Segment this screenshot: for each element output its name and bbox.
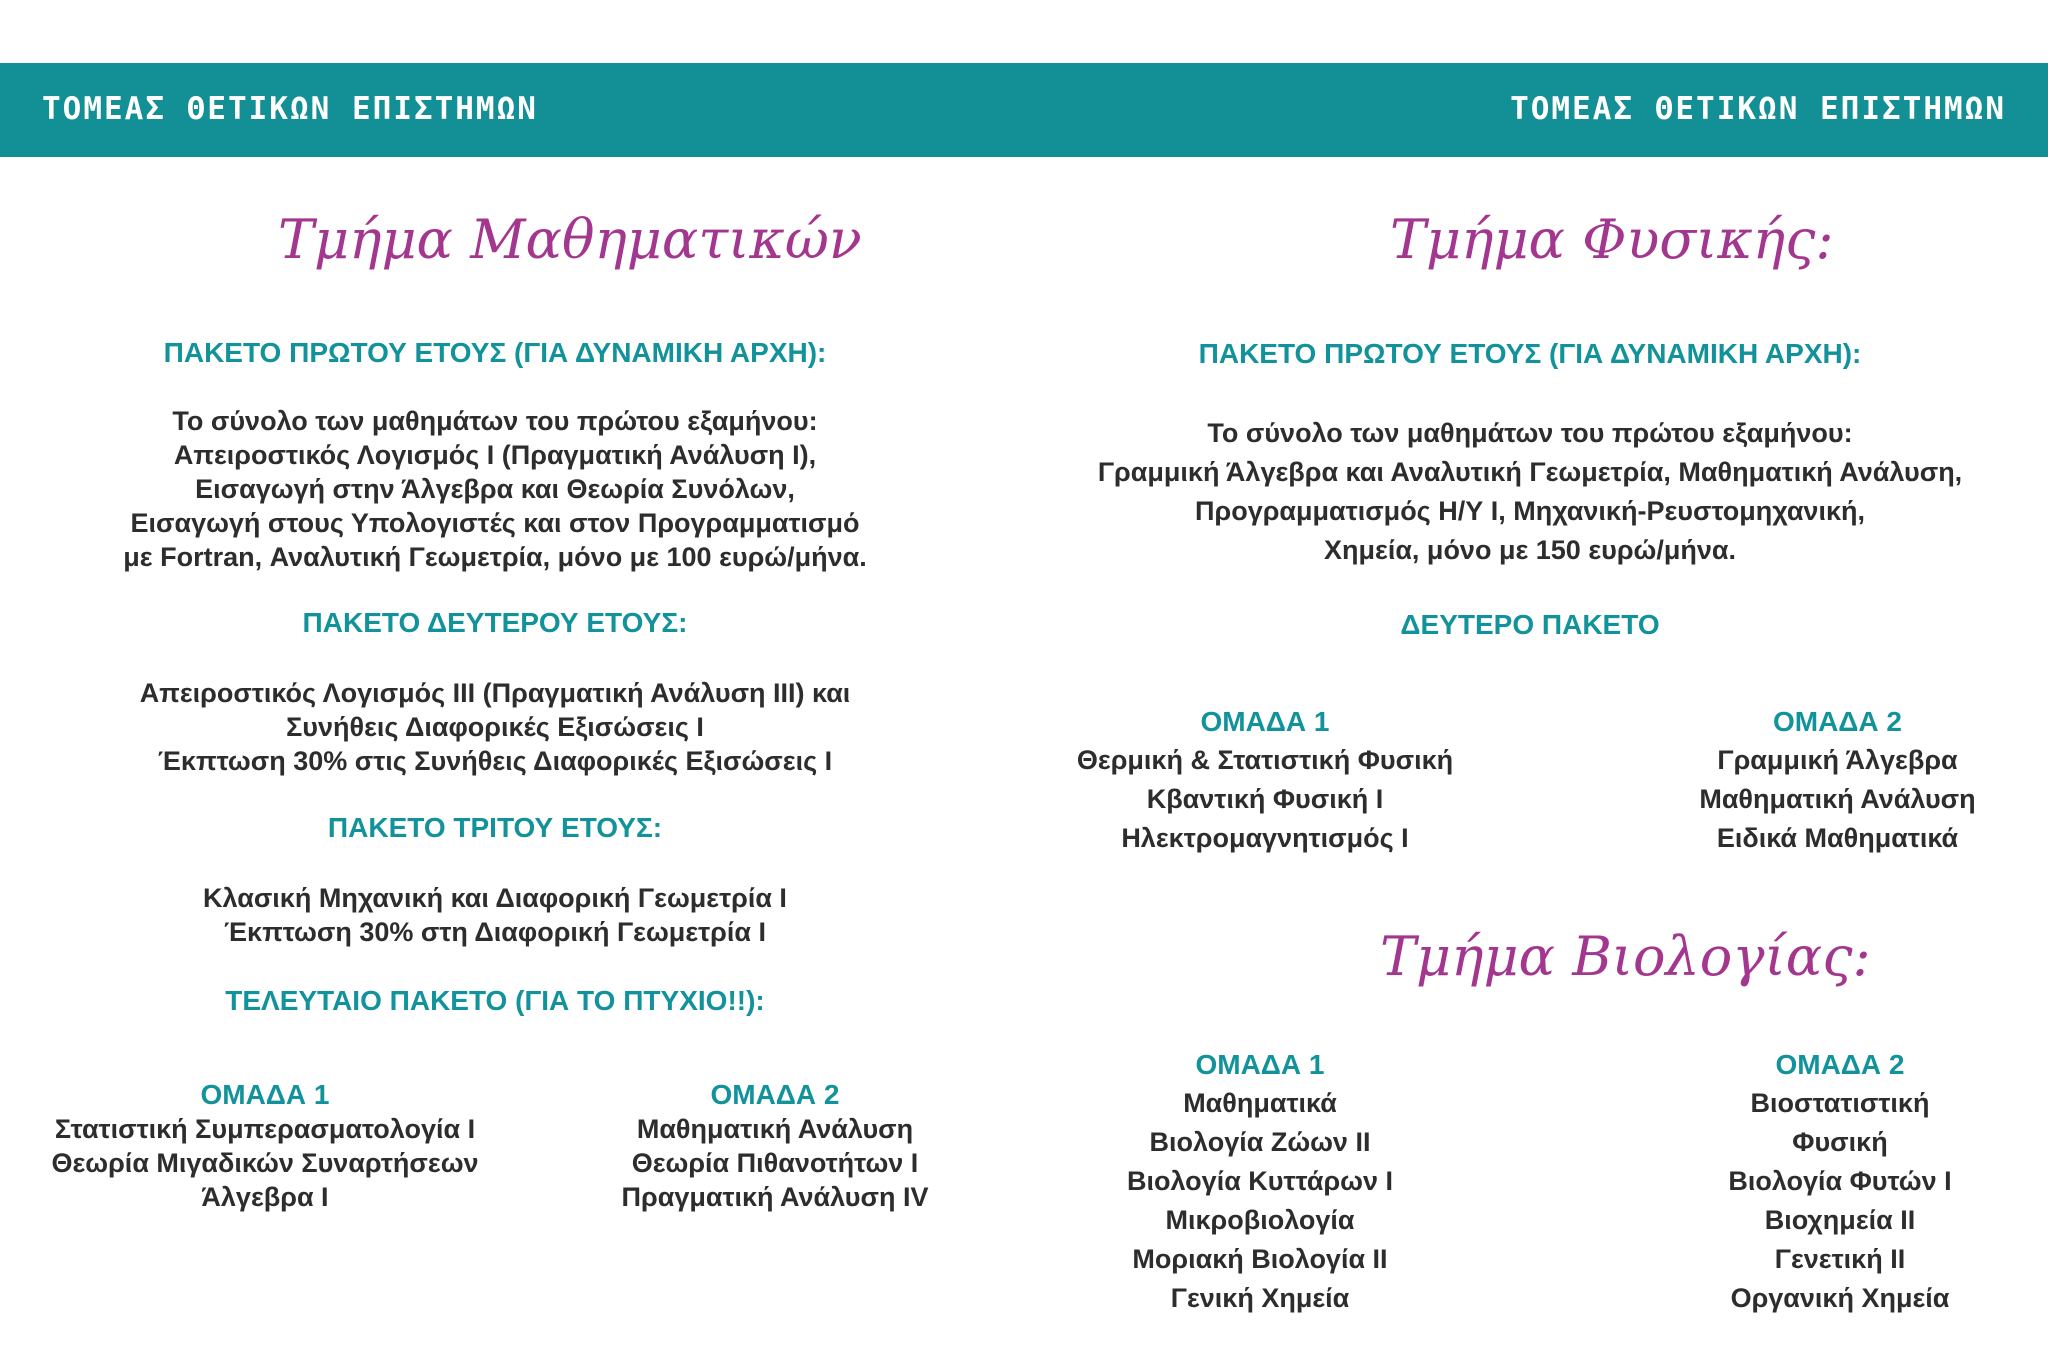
description-line: Κλασική Μηχανική και Διαφορική Γεωμετρία Ι [203,883,787,913]
course-item: Πραγματική Ανάλυση ΙV [621,1182,929,1212]
course-item: Μαθηματική Ανάλυση [636,1114,914,1144]
math-second-year-description [70,676,920,778]
course-item: Βιοστατιστική [1750,1088,1930,1118]
group-title: ΟΜΑΔΑ 2 [1775,1049,1905,1080]
math-first-year-heading: ΠΑΚΕΤΟ ΠΡΩΤΟΥ ΕΤΟΥΣ (ΓΙΑ ΔΥΝΑΜΙΚΗ ΑΡΧΗ): [163,337,827,368]
course-item: Βιολογία Ζώων ΙΙ [1149,1127,1371,1157]
course-item: Θεωρία Μιγαδικών Συναρτήσεων [51,1148,479,1178]
physics-department-title: Τμήμα Φυσικής: [1390,208,1834,271]
math-first-year-description [70,404,920,574]
physics-group-2 [1660,702,2015,858]
math-third-year-description [70,881,920,949]
description-line: Προγραμματισμός Η/Υ Ι, Μηχανική-Ρευστομηχανική, [1195,496,1865,526]
group-title: ΟΜΑΔΑ 1 [1200,706,1330,737]
biology-group-1 [1080,1045,1440,1318]
physics-first-year-heading: ΠΑΚΕΤΟ ΠΡΩΤΟΥ ΕΤΟΥΣ (ΓΙΑ ΔΥΝΑΜΙΚΗ ΑΡΧΗ): [1198,338,1862,369]
description-line: Το σύνολο των μαθημάτων του πρώτου εξαμήνου: [172,406,818,436]
physics-second-heading: ΔΕΥΤΕΡΟ ΠΑΚΕΤΟ [1400,609,1660,640]
course-item: Θεωρία Πιθανοτήτων Ι [631,1148,919,1178]
course-item: Κβαντική Φυσική Ι [1146,784,1384,814]
math-second-year-heading: ΠΑΚΕΤΟ ΔΕΥΤΕΡΟΥ ΕΤΟΥΣ: [302,607,688,638]
course-item: Μαθηματικά [1183,1088,1337,1118]
course-item: Βιοχημεία ΙΙ [1764,1205,1916,1235]
course-item: Μαθηματική Ανάλυση [1699,784,1976,814]
course-item: Στατιστική Συμπερασματολογία Ι [54,1114,476,1144]
course-item: Ειδικά Μαθηματικά [1716,823,1959,853]
physics-first-year-description [1080,414,1980,570]
course-item: Θερμική & Στατιστική Φυσική [1076,745,1454,775]
group-title: ΟΜΑΔΑ 2 [710,1079,840,1110]
description-line: Απειροστικός Λογισμός Ι (Πραγματική Ανάλυση Ι), [173,440,817,470]
description-line: Εισαγωγή στην Άλγεβρα και Θεωρία Συνόλων, [195,474,795,504]
math-third-year-heading: ΠΑΚΕΤΟ ΤΡΙΤΟΥ ΕΤΟΥΣ: [327,812,663,843]
description-line: Έκπτωση 30% στη Διαφορική Γεωμετρία Ι [224,917,766,947]
course-item: Άλγεβρα Ι [201,1182,329,1212]
description-line: Συνήθεις Διαφορικές Εξισώσεις Ι [286,712,704,742]
biology-group-2 [1660,1045,2020,1318]
math-final-heading: ΤΕΛΕΥΤΑΙΟ ΠΑΚΕΤΟ (ΓΙΑ ΤΟ ΠΤΥΧΙΟ!!): [225,985,765,1016]
description-line: Χημεία, μόνο με 150 ευρώ/μήνα. [1323,535,1736,565]
description-line: Γραμμική Άλγεβρα και Αναλυτική Γεωμετρία, Μαθηματική Ανάλυση, [1097,457,1963,487]
course-item: Γενετική ΙΙ [1774,1244,1906,1274]
description-line: Απειροστικός Λογισμός ΙΙΙ (Πραγματική Ανάλυση ΙΙΙ) και [139,678,851,708]
course-item: Βιολογία Κυττάρων Ι [1127,1166,1393,1196]
description-line: Εισαγωγή στους Υπολογιστές και στον Προγραμματισμό [130,508,860,538]
math-department-title: Τμήμα Μαθηματικών [278,208,862,271]
math-group-1 [40,1078,490,1214]
section-label-left: ΤΟΜΕΑΣ ΘΕΤΙΚΩΝ ΕΠΙΣΤΗΜΩΝ [42,91,538,127]
course-item: Ηλεκτρομαγνητισμός Ι [1121,823,1409,853]
group-title: ΟΜΑΔΑ 1 [1195,1049,1325,1080]
course-item: Γραμμική Άλγεβρα [1717,745,1958,775]
group-title: ΟΜΑΔΑ 1 [200,1079,330,1110]
physics-group-1 [1060,702,1470,858]
biology-department-title: Τμήμα Βιολογίας: [1380,925,1871,988]
group-title: ΟΜΑΔΑ 2 [1772,706,1903,737]
math-group-2 [575,1078,975,1214]
course-item: Μοριακή Βιολογία ΙΙ [1132,1244,1388,1274]
course-item: Μικροβιολογία [1165,1205,1355,1235]
course-item: Οργανική Χημεία [1730,1283,1950,1313]
description-line: Έκπτωση 30% στις Συνήθεις Διαφορικές Εξισώσεις Ι [157,746,833,776]
description-line: Το σύνολο των μαθημάτων του πρώτου εξαμήνου: [1207,418,1853,448]
description-line: με Fortran, Αναλυτική Γεωμετρία, μόνο με 100 ευρώ/μήνα. [123,542,867,572]
course-item: Γενική Χημεία [1170,1283,1350,1313]
course-item: Βιολογία Φυτών Ι [1728,1166,1952,1196]
section-label-right: ΤΟΜΕΑΣ ΘΕΤΙΚΩΝ ΕΠΙΣΤΗΜΩΝ [1510,91,2006,127]
course-item: Φυσική [1792,1127,1888,1157]
